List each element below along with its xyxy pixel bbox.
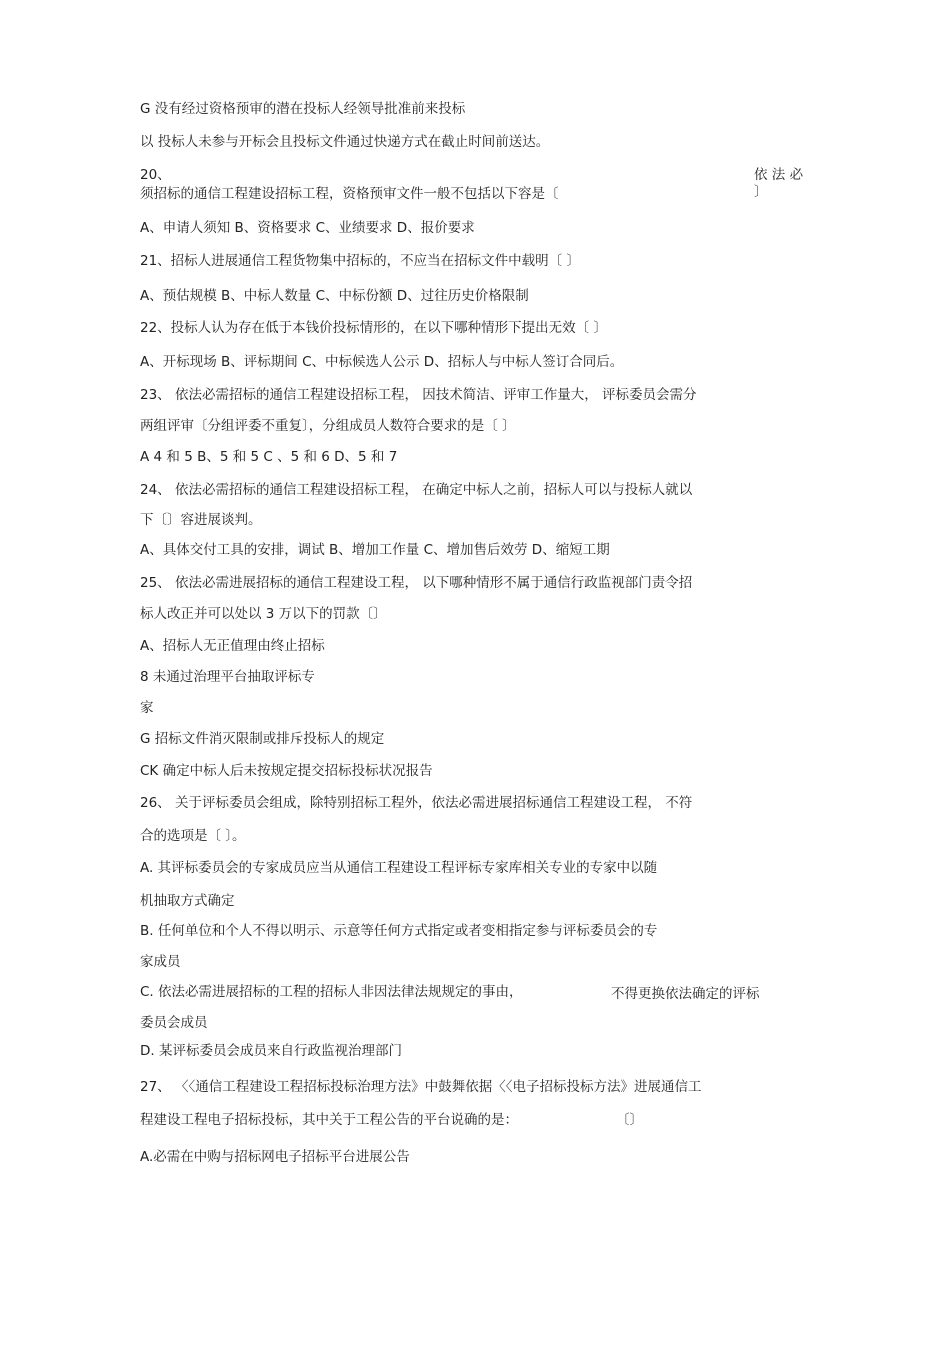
question-25-text-cont: 标人改正并可以处以 3 万以下的罚款〔〕 <box>140 606 387 622</box>
question-26-option-d: D. 某评标委员会成员来自行政监视治理部门 <box>140 1043 402 1059</box>
question-27-bracket: 〔〕 <box>616 1112 643 1128</box>
question-24-options: A、具体交付工具的安排，调试 B、增加工作量 C、增加售后效劳 D、缩短工期 <box>140 542 610 558</box>
option-g-line: G 没有经过资格预审的潜在投标人经领导批准前来投标 <box>140 101 466 117</box>
question-26-option-b-cont: 家成员 <box>140 954 181 970</box>
question-26-option-a-cont: 机抽取方式确定 <box>140 893 235 909</box>
option-d-line: 以 投标人未参与开标会且投标文件通过快递方式在截止时间前送达。 <box>140 134 550 150</box>
question-26-text-cont: 合的选项是〔 〕。 <box>140 828 246 844</box>
question-23-text: 23、 依法必需招标的通信工程建设招标工程， 因技术简洁、评审工作量大， 评标委员会需分 <box>140 387 697 403</box>
question-27-text: 27、 〈〈通信工程建设工程招标投标治理方法》中鼓舞依据〈〈电子招标投标方法》进展通信工 <box>140 1079 702 1095</box>
question-22-text: 22、投标人认为存在低于本钱价投标情形的，在以下哪种情形下提出无效〔 〕 <box>140 320 607 336</box>
question-25-option-d: CK 确定中标人后未按规定提交招标投标状况报告 <box>140 763 433 779</box>
question-25-option-c: G 招标文件消灭限制或排斥投标人的规定 <box>140 731 385 747</box>
question-26-option-c-tail: 不得更换依法确定的评标 <box>611 986 760 1002</box>
question-26-option-a: A. 其评标委员会的专家成员应当从通信工程建设工程评标专家库相关专业的专家中以随 <box>140 860 658 876</box>
question-27-text-cont: 程建设工程电子招标投标，其中关于工程公告的平台说确的是： <box>140 1112 518 1128</box>
question-20-bracket: 〕 <box>754 184 768 200</box>
question-24-text-cont: 下〔〕容进展谈判。 <box>140 512 262 528</box>
question-22-options: A、开标现场 B、评标期间 C、中标候选人公示 D、招标人与中标人签订合同后。 <box>140 354 624 370</box>
question-23-options: A 4 和 5 B、5 和 5 C 、5 和 6 D、5 和 7 <box>140 449 398 465</box>
question-26-option-c: C. 依法必需进展招标的工程的招标人非因法律法规规定的事由， <box>140 984 523 1000</box>
question-25-option-b-cont: 家 <box>140 700 154 716</box>
question-26-text: 26、 关于评标委员会组成，除特别招标工程外，依法必需进展招标通信工程建设工程， 不符 <box>140 795 693 811</box>
question-25-option-a: A、招标人无正值理由终止招标 <box>140 638 325 654</box>
question-21-options: A、预估规模 B、中标人数量 C、中标份额 D、过往历史价格限制 <box>140 288 529 304</box>
question-25-option-b: 8 未通过治理平台抽取评标专 <box>140 669 315 685</box>
question-20-number: 20、 <box>140 167 171 183</box>
question-27-option-a: A.必需在中购与招标网电子招标平台进展公告 <box>140 1149 410 1165</box>
question-20-text: 须招标的通信工程建设招标工程，资格预审文件一般不包括以下容是〔 <box>140 186 559 202</box>
question-20-tail: 依 法 必 <box>754 167 804 183</box>
question-23-text-cont: 两组评审〔分组评委不重复〕，分组成员人数符合要求的是〔 〕 <box>140 418 516 434</box>
question-21-text: 21、招标人进展通信工程货物集中招标的，不应当在招标文件中载明〔 〕 <box>140 253 580 269</box>
question-25-text: 25、 依法必需进展招标的通信工程建设工程， 以下哪种情形不属于通信行政监视部门责令招 <box>140 575 693 591</box>
question-24-text: 24、 依法必需招标的通信工程建设招标工程， 在确定中标人之前，招标人可以与投标人就以 <box>140 482 693 498</box>
question-26-option-c-cont: 委员会成员 <box>140 1015 208 1031</box>
question-26-option-b: B. 任何单位和个人不得以明示、示意等任何方式指定或者变相指定参与评标委员会的专 <box>140 923 658 939</box>
question-20-options: A、申请人须知 B、资格要求 C、业绩要求 D、报价要求 <box>140 220 475 236</box>
